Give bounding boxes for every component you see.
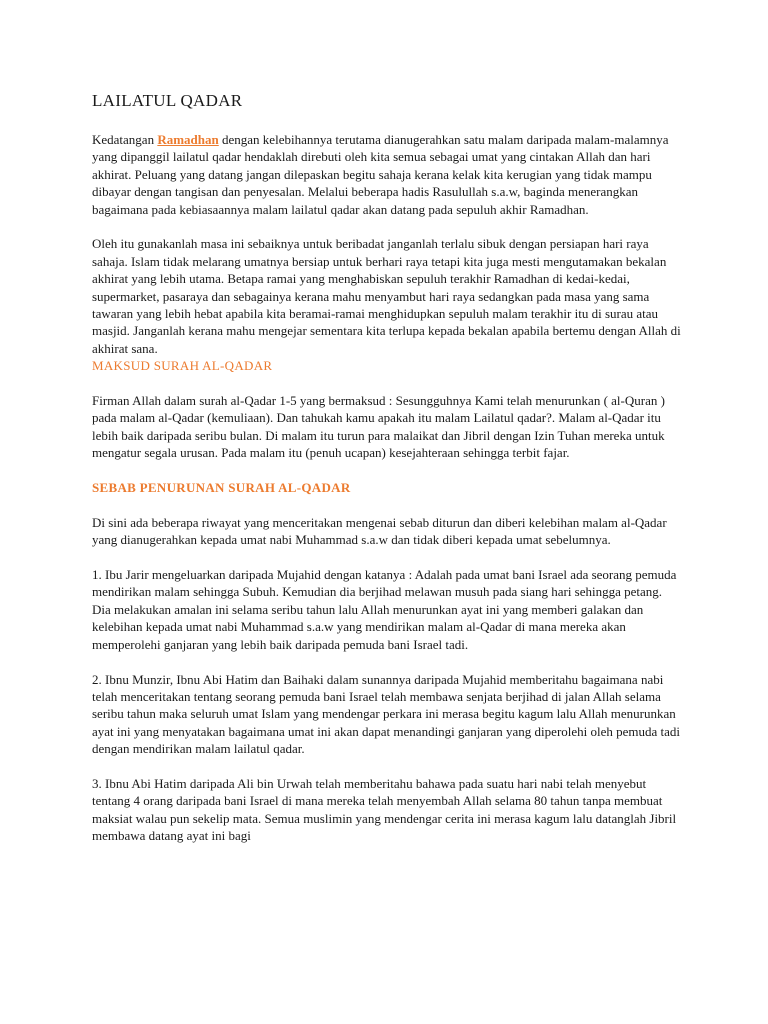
- spacer: [92, 462, 682, 479]
- spacer: [92, 375, 682, 392]
- paragraph-4: Di sini ada beberapa riwayat yang menceritakan mengenai sebab diturun dan diberi kelebihan malam al-Qadar yang dianugerahkan kepada umat nabi Muhammad s.a.w dan tidak diberi kepada umat sebelumnya.: [92, 514, 667, 548]
- heading-sebab: SEBAB PENURUNAN SURAH AL-QADAR: [92, 480, 351, 496]
- spacer: [92, 653, 682, 670]
- document-title: LAILATUL QADAR: [92, 91, 243, 110]
- intro-text-end: dengan kelebihannya terutama dianugerahkan satu malam daripada malam-malamnya yang dipanggil lailatul qadar hendaklah direbuti oleh kita semua sebagai umat yang cintakan Allah dan hari akhirat. Peluang yang datang jangan dilepaskan begitu sahaja kerana kelak kita kerugian yang tidak mampu dibayar dengan tangisan dan penyesalan. Melalui beberapa hadis Rasulullah s.a.w, baginda menerangkan bagaimana pada kebiasaannya malam lailatul qadar akan datang pada sepuluh akhir Ramadhan.: [92, 132, 669, 217]
- spacer: [92, 758, 682, 775]
- document-page: [92, 90, 682, 845]
- list-item-1: 1. Ibu Jarir mengeluarkan daripada Mujahid dengan katanya : Adalah pada umat bani Israel ada seorang pemuda mendirikan malam sehingga Subuh. Kemudian dia berjihad melawan musuh pada siang hari sehingga petang. Dia melakukan amalan ini selama seribu tahun lalu Allah menurunkan ayat ini yang memberi galakan dan kelebihan kepada umat nabi Muhammad s.a.w yang mendirikan malam al-Qadar di mana mereka akan memperolehi ganjaran yang lebih baik daripada pemuda bani Israel tadi.: [92, 567, 677, 652]
- paragraph-2: Oleh itu gunakanlah masa ini sebaiknya untuk beribadat janganlah terlalu sibuk dengan persiapan hari raya sahaja. Islam tidak melarang umatnya bersiap untuk berhari raya tetapi kita juga mesti mengutamakan bekalan akhirat yang lebih utama. Betapa ramai yang menghabiskan sepuluh terakhir Ramadhan di kedai-kedai, supermarket, pasaraya dan sebagainya kerana mahu menyambut hari raya sedangkan pada masa yang sama tawaran yang lebih hebat apabila kita beramai-ramai menghidupkan sepuluh malam terakhir itu di surau atau masjid. Janganlah kerana mahu mengejar sementara kita terlupa kepada bekalan apabila bertemu dengan Allah di akhirat sana.: [92, 236, 681, 356]
- spacer: [92, 549, 682, 566]
- intro-text-start: Kedatangan: [92, 132, 158, 147]
- list-item-2: 2. Ibnu Munzir, Ibnu Abi Hatim dan Baihaki dalam sunannya daripada Mujahid memberitahu bagaimana nabi telah menceritakan tentang seorang pemuda bani Israel telah membawa senjata berjihad di jalan Allah selama seribu tahun maka seluruh umat Islam yang mendengar perkara ini merasa begitu kagum lalu Allah menurunkan ayat ini yang menyatakan bagaimana umat ini akan dapat menandingi ganjaran yang diperolehi oleh pemuda tadi dengan mendirikan malam lailatul qadar.: [92, 671, 681, 757]
- list-item-3: 3. Ibnu Abi Hatim daripada Ali bin Urwah telah memberitahu bahawa pada suatu hari nabi telah menyebut tentang 4 orang daripada bani Israel di mana mereka telah menyembah Allah selama 80 tahun tanpa membuat maksiat walau pun sekelip mata. Semua muslimin yang mendengar cerita ini merasa kagum lalu datanglah Jibril membawa datang ayat ini bagi: [92, 775, 677, 844]
- ramadhan-link[interactable]: Ramadhan: [157, 132, 219, 147]
- intro-paragraph: [92, 131, 682, 218]
- heading-maksud: MAKSUD SURAH AL-QADAR: [92, 358, 273, 374]
- spacer: [92, 496, 682, 513]
- paragraph-3: Firman Allah dalam surah al-Qadar 1-5 yang bermaksud : Sesungguhnya Kami telah menurunkan ( al-Quran ) pada malam al-Qadar (kemuliaan). Dan tahukah kamu apakah itu malam Lailatul qadar?. Malam al-Qadar itu lebih baik daripada seribu bulan. Di malam itu turun para malaikat dan Jibril dengan Izin Tuhan mereka untuk mengatur segala urusan. Pada malam itu (penuh ucapan) kesejahteraan sehingga terbit fajar.: [92, 393, 665, 461]
- spacer: [92, 218, 682, 235]
